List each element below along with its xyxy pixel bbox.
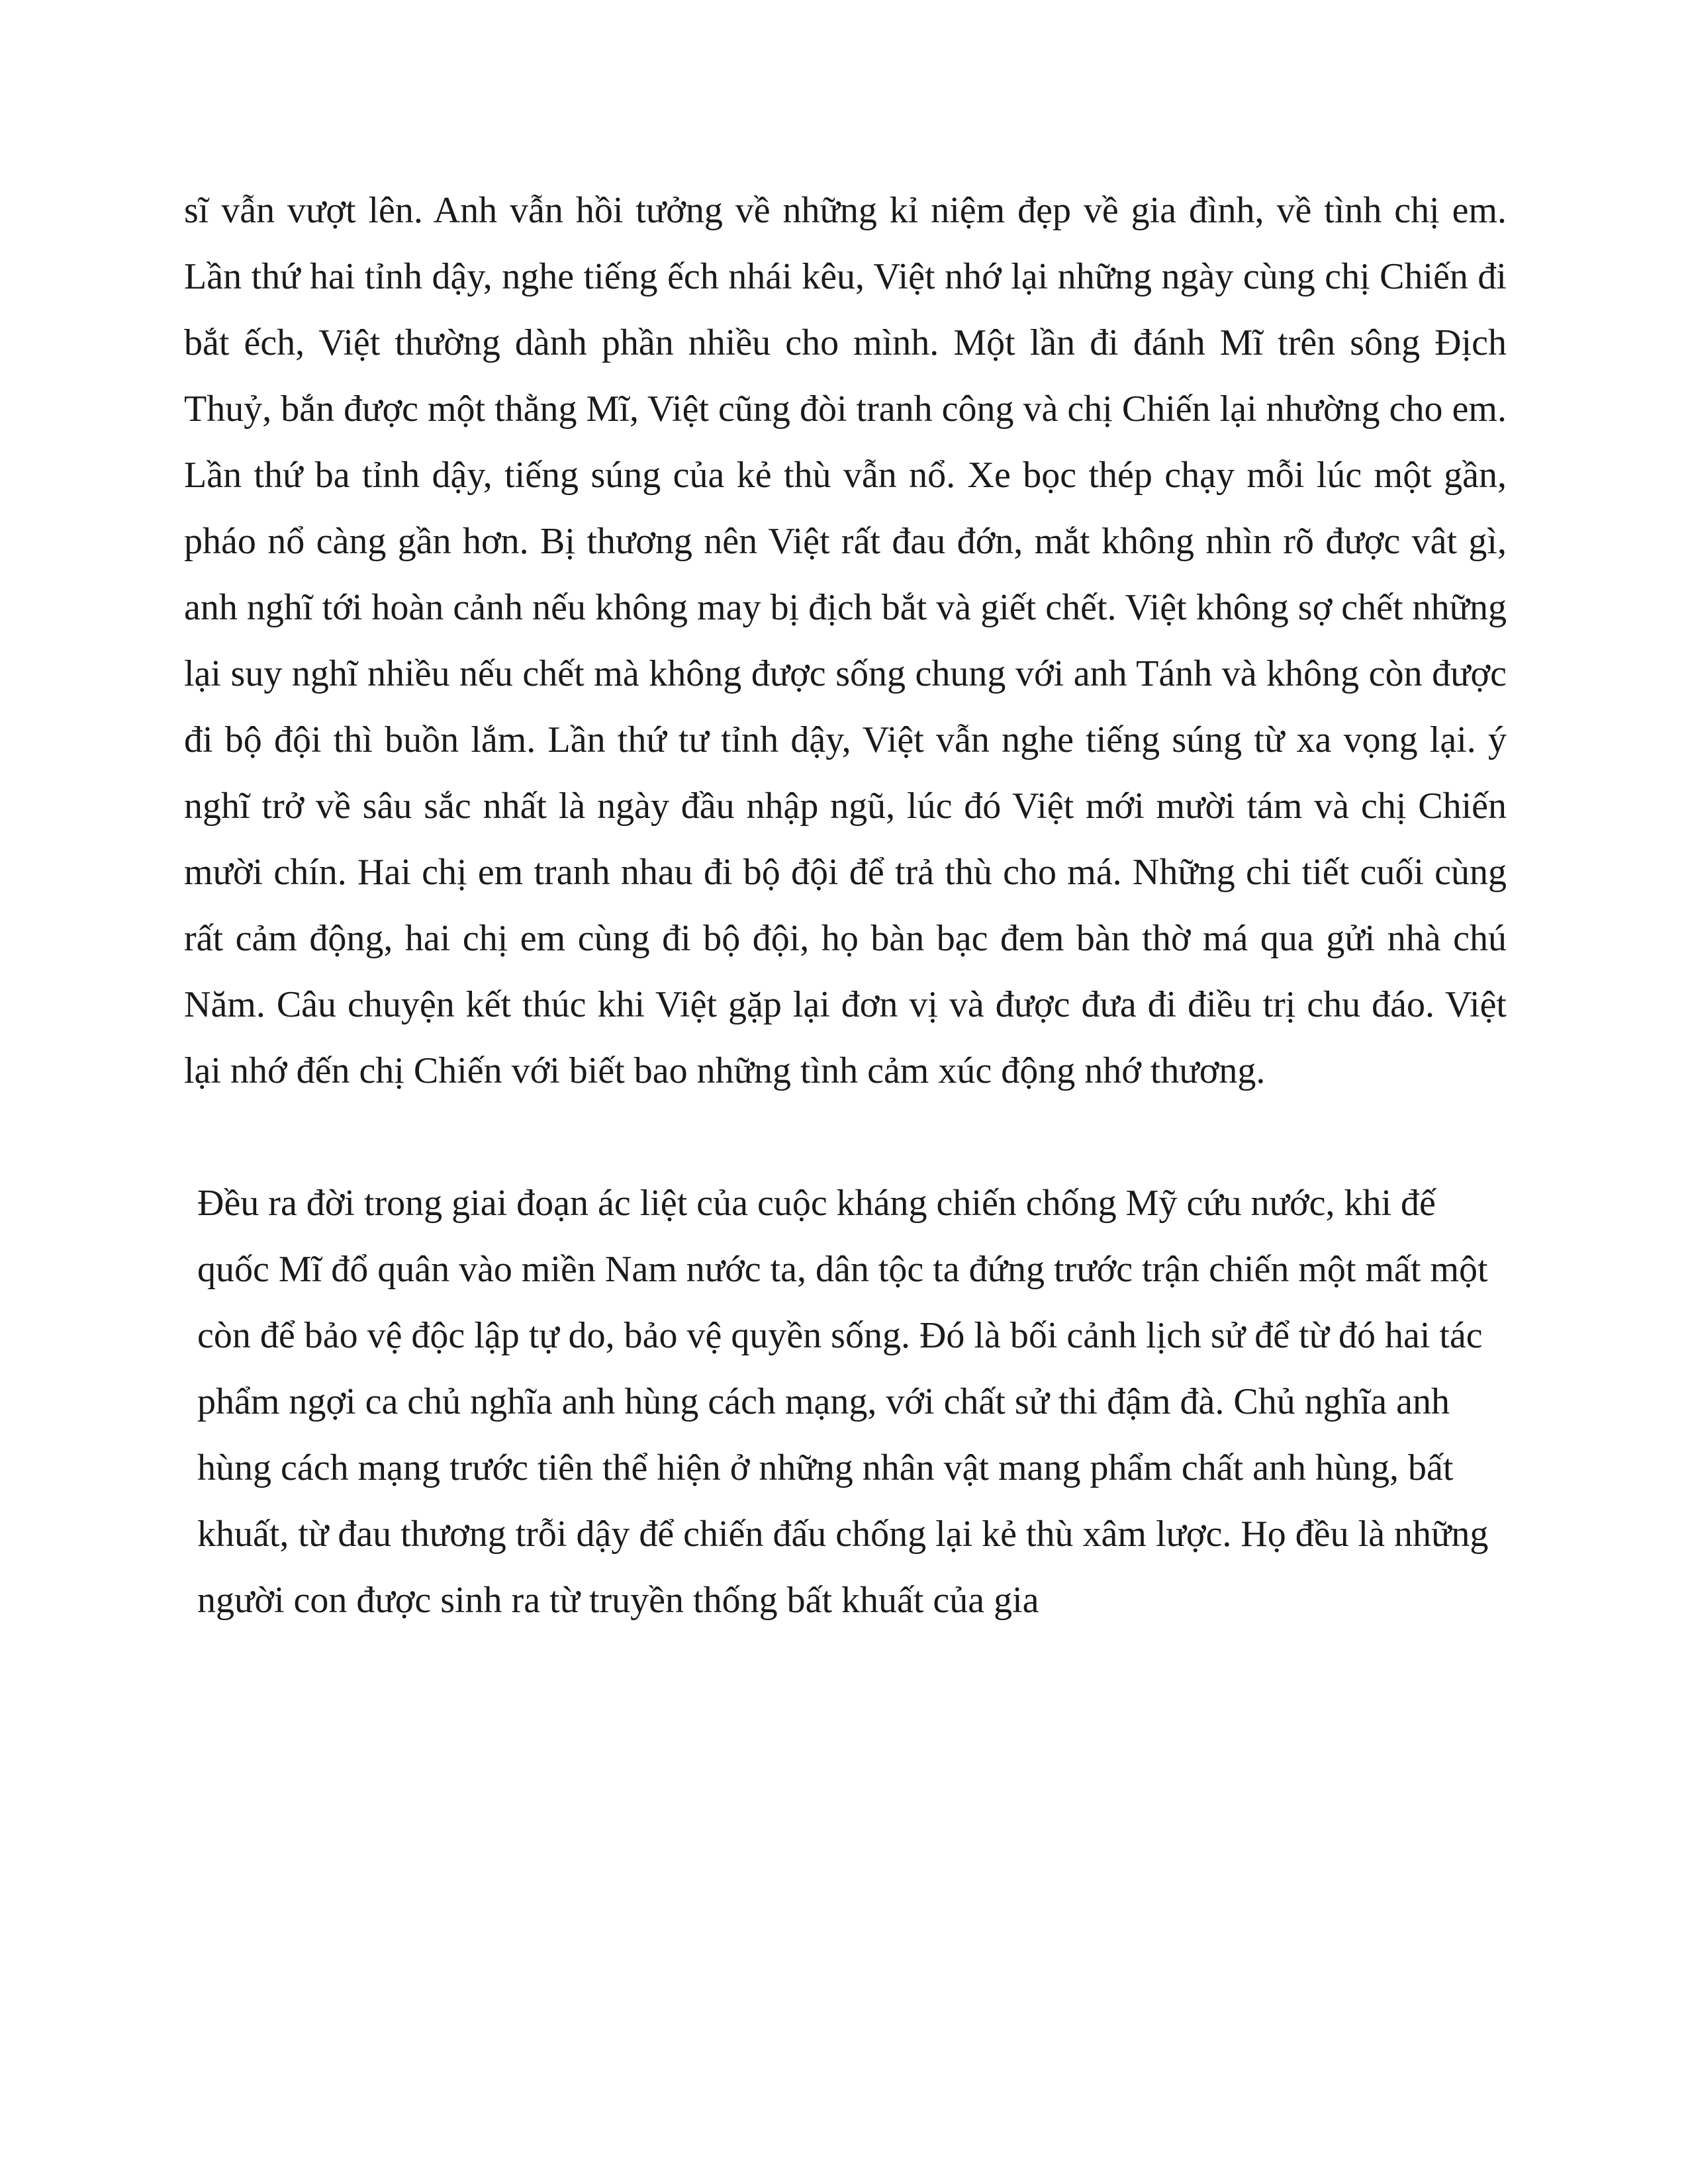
body-paragraph-1: sĩ vẫn vượt lên. Anh vẫn hồi tưởng về những kỉ niệm đẹp về gia đình, về tình chị em. Lần thứ hai tỉnh dậy, nghe tiếng ếch nhái kêu, Việt nhớ lại những ngày cùng chị Chiến đi bắt ếch, Việt thường dành phần nhiều cho mình. Một lần đi đánh Mĩ trên sông Địch Thuỷ, bắn được một thằng Mĩ, Việt cũng đòi tranh công và chị Chiến lại nhường cho em. Lần thứ ba tỉnh dậy, tiếng súng của kẻ thù vẫn nổ. Xe bọc thép chạy mỗi lúc một gần, pháo nổ càng gần hơn. Bị thương nên Việt rất đau đớn, mắt không nhìn rõ được vât gì, anh nghĩ tới hoàn cảnh nếu không may bị địch bắt và giết chết. Việt không sợ chết những lại suy nghĩ nhiều nếu chết mà không được sống chung với anh Tánh và không còn được đi bộ đội thì buồn lắm. Lần thứ tư tỉnh dậy, Việt vẫn nghe tiếng súng từ xa vọng lại. ý nghĩ trở về sâu sắc nhất là ngày đầu nhập ngũ, lúc đó Việt mới mười tám và chị Chiến mười chín. Hai chị em tranh nhau đi bộ đội để trả thù cho má. Những chi tiết cuối cùng rất cảm động, hai chị em cùng đi bộ đội, họ bàn bạc đem bàn thờ má qua gửi nhà chú Năm. Câu chuyện kết thúc khi Việt gặp lại đơn vị và được đưa đi điều trị chu đáo. Việt lại nhớ đến chị Chiến với biết bao những tình cảm xúc động nhớ thương.	[184, 190, 1507, 1091]
body-paragraph-2: Đều ra đời trong giai đoạn ác liệt của cuộc kháng chiến chống Mỹ cứu nước, khi đế quốc Mĩ đổ quân vào miền Nam nước ta, dân tộc ta đứng trước trận chiến một mất một còn để bảo vệ độc lập tự do, bảo vệ quyền sống. Đó là bối cảnh lịch sử để từ đó hai tác phẩm ngợi ca chủ nghĩa anh hùng cách mạng, với chất sử thi đậm đà. Chủ nghĩa anh hùng cách mạng trước tiên thể hiện ở những nhân vật mang phẩm chất anh hùng, bất khuất, từ đau thương trỗi dậy để chiến đấu chống lại kẻ thù xâm lược. Họ đều là những người con được sinh ra từ truyền thống bất khuất của gia	[197, 1183, 1489, 1621]
